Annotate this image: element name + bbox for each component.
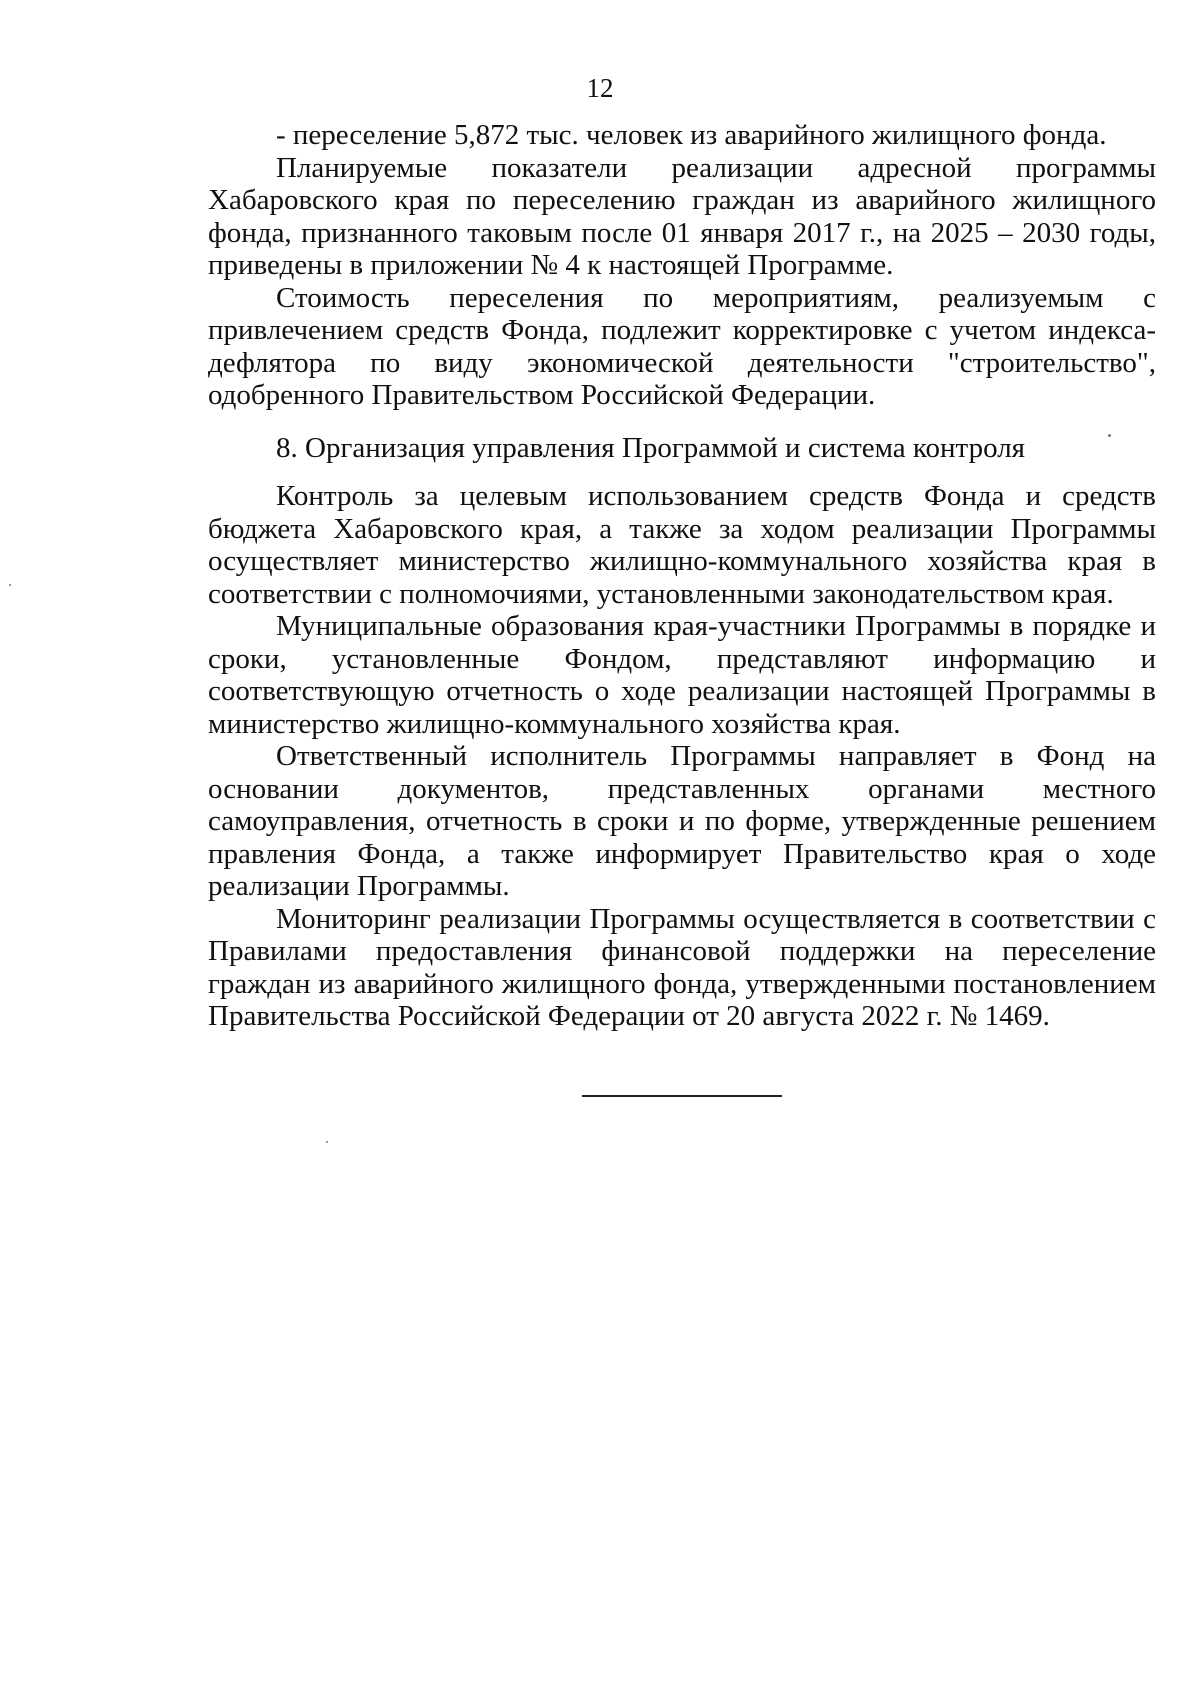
paragraph-planned-indicators: Планируемые показатели реализации адресной программы Хабаровского края по переселению граждан из аварийного жилищного фонда, признанного таковым после 01 января 2017 г., на 2025 – 2030 годы, приведены в приложении № 4 к настоящей Программе. bbox=[208, 151, 1156, 281]
paragraph-monitoring: Мониторинг реализации Программы осуществляется в соответствии с Правилами предоставления финансовой поддержки на переселение граждан из аварийного жилищного фонда, утвержденными постановлением Правительства Российской Федерации от 20 августа 2022 г. № 1469. bbox=[208, 902, 1156, 1032]
paragraph-responsible-executor: Ответственный исполнитель Программы направляет в Фонд на основании документов, представленных органами местного самоуправления, отчетность в сроки и по форме, утвержденные решением правления Фонда, а также информирует Правительство края о ходе реализации Программы. bbox=[208, 740, 1156, 902]
paragraph-control: Контроль за целевым использованием средств Фонда и средств бюджета Хабаровского края, а также за ходом реализации Программы осуществляет министерство жилищно-коммунального хозяйства края в соответствии с полномочиями, установленными законодательством края. bbox=[208, 480, 1156, 610]
paragraph-resettlement-cost: Стоимость переселения по мероприятиям, реализуемым с привлечением средств Фонда, подлежит корректировке с учетом индекса-дефлятора по виду экономической деятельности "строительство", одобренного Правительством Российской Федерации. bbox=[208, 281, 1156, 411]
page-number: 12 bbox=[586, 73, 614, 103]
paragraph-resettlement-count: - переселение 5,872 тыс. человек из аварийного жилищного фонда. bbox=[276, 119, 1107, 151]
scan-speck bbox=[326, 1141, 328, 1143]
scan-speck bbox=[1108, 434, 1111, 437]
document-body bbox=[208, 119, 1156, 1033]
end-separator-line bbox=[582, 1095, 782, 1097]
section-heading: 8. Организация управления Программой и система контроля bbox=[276, 431, 1026, 464]
paragraph-municipalities: Муниципальные образования края-участники Программы в порядке и сроки, установленные Фондом, представляют информацию и соответствующую отчетность о ходе реализации настоящей Программы в министерство жилищно-коммунального хозяйства края. bbox=[208, 610, 1156, 740]
scan-speck bbox=[9, 584, 11, 586]
